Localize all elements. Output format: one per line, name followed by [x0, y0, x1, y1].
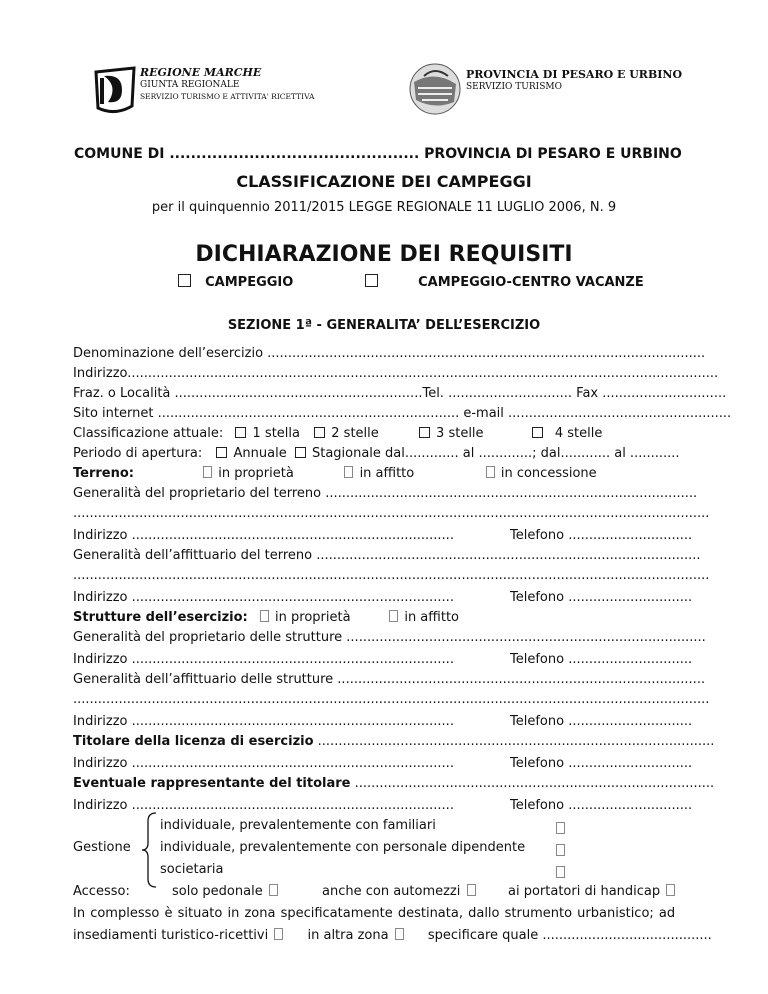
denominazione-line: Denominazione dell’esercizio ..........................................................................................................	[73, 346, 706, 361]
accesso-handicap	[508, 884, 677, 899]
document-title: CLASSIFICAZIONE DEI CAMPEGGI	[236, 172, 532, 191]
type-option-label: CAMPEGGIO-CENTRO VACANZE	[418, 275, 644, 290]
indirizzo-proprietario-strutture: Indirizzo ..............................................................................	[73, 652, 454, 667]
checkbox-gestione-dipendente[interactable]	[556, 844, 565, 856]
telefono-affittuario-strutture: Telefono ..............................	[510, 714, 693, 729]
indirizzo-titolare: Indirizzo ..............................................................................	[73, 756, 454, 771]
indirizzo-rappresentante: Indirizzo ..............................................................................	[73, 798, 454, 813]
checkbox-gestione-societaria[interactable]	[556, 866, 565, 878]
stagionale-label: Stagionale dal............. al .............; dal............ al ............	[311, 446, 680, 461]
checkbox-terreno-affitto[interactable]	[344, 466, 353, 478]
affittuario-terreno-line: Generalità dell’affittuario del terreno .............................................................................................	[73, 548, 701, 563]
accesso-pedonale	[172, 884, 280, 899]
strutture-option-label: in affitto	[404, 610, 459, 625]
type-option-centro-vacanze[interactable]	[365, 274, 644, 290]
star-label: 2 stelle	[331, 426, 379, 441]
checkbox-insediamenti[interactable]	[274, 928, 283, 940]
classificazione-line	[73, 426, 602, 441]
terreno-line	[73, 466, 597, 481]
specificare-label: specificare quale .........................................	[427, 928, 712, 943]
telefono-proprietario-strutture: Telefono ..............................	[510, 652, 693, 667]
checkbox-terreno-concessione[interactable]	[486, 466, 495, 478]
checkbox-annuale[interactable]	[216, 447, 227, 458]
terreno-label: Terreno:	[73, 466, 134, 481]
regione-marche-emblem-icon	[92, 66, 138, 116]
accesso-option-label: anche con automezzi	[322, 884, 461, 899]
accesso-label: Accesso:	[73, 884, 130, 899]
regione-marche-logo	[92, 66, 138, 120]
classificazione-label: Classificazione attuale:	[73, 426, 224, 441]
dotted-line: ..........................................................................................................................................................	[73, 506, 710, 521]
provincia-pesaro-logo	[408, 62, 462, 120]
checkbox-1-stella[interactable]	[235, 427, 246, 438]
telefono-proprietario-terreno: Telefono ..............................	[510, 528, 693, 543]
checkbox[interactable]	[365, 274, 378, 287]
checkbox-2-stelle[interactable]	[314, 427, 325, 438]
accesso-option-label: ai portatori di handicap	[508, 884, 661, 899]
star-label: 4 stelle	[554, 426, 603, 441]
checkbox-terreno-proprieta[interactable]	[203, 466, 212, 478]
type-option-label: CAMPEGGIO	[205, 275, 294, 290]
rappresentante-label: Eventuale rappresentante del titolare	[73, 776, 351, 791]
periodo-line	[73, 446, 680, 461]
terreno-option-label: in proprietà	[218, 466, 294, 481]
altra-zona-label: in altra zona	[307, 928, 389, 943]
checkbox-accesso-automezzi[interactable]	[467, 884, 476, 896]
proprietario-strutture-line: Generalità del proprietario delle strutture .......................................................................................	[73, 630, 706, 645]
checkbox-stagionale[interactable]	[295, 447, 306, 458]
accesso-option-label: solo pedonale	[172, 884, 263, 899]
servizio-turismo-label: SERVIZIO TURISMO E ATTIVITA' RICETTIVA	[140, 92, 315, 101]
checkbox-altra-zona[interactable]	[395, 928, 404, 940]
main-heading: DICHIARAZIONE DEI REQUISITI	[195, 242, 573, 267]
accesso-automezzi	[322, 884, 478, 899]
checkbox[interactable]	[178, 274, 191, 287]
checkbox-strutture-affitto[interactable]	[389, 610, 398, 622]
gestione-label: Gestione	[73, 840, 131, 855]
strutture-option-label: in proprietà	[275, 610, 351, 625]
telefono-titolare: Telefono ..............................	[510, 756, 693, 771]
checkbox-strutture-proprieta[interactable]	[260, 610, 269, 622]
insediamenti-line	[73, 928, 712, 943]
dotted-line: ..........................................................................................................................................................	[73, 692, 710, 707]
titolare-line	[73, 734, 714, 749]
proprietario-terreno-line: Generalità del proprietario del terreno ..........................................................................................	[73, 486, 698, 501]
strutture-label: Strutture dell’esercizio:	[73, 610, 248, 625]
gestione-option-dipendente: individuale, prevalentemente con personale dipendente	[160, 840, 526, 855]
dotted-line: ..........................................................................................................................................................	[73, 568, 710, 583]
giunta-regionale-label: GIUNTA REGIONALE	[140, 80, 240, 90]
terreno-option-label: in affitto	[359, 466, 415, 481]
star-label: 3 stelle	[436, 426, 484, 441]
provincia-emblem-icon	[408, 62, 462, 116]
periodo-label: Periodo di apertura:	[73, 446, 203, 461]
checkbox-accesso-pedonale[interactable]	[269, 884, 278, 896]
section-title: SEZIONE 1ª - GENERALITA’ DELL’ESERCIZIO	[227, 318, 541, 333]
checkbox-gestione-familiari[interactable]	[556, 822, 565, 834]
complesso-line: In complesso è situato in zona specificatamente destinata, dallo strumento urbanistico; ad	[73, 906, 676, 921]
servizio-turismo-provincia-label: SERVIZIO TURISMO	[466, 82, 562, 92]
gestione-option-familiari: individuale, prevalentemente con familiari	[160, 818, 436, 833]
indirizzo-affittuario-strutture: Indirizzo ..............................................................................	[73, 714, 454, 729]
star-label: 1 stella	[252, 426, 300, 441]
indirizzo-proprietario-terreno: Indirizzo ..............................................................................	[73, 528, 454, 543]
rappresentante-dots: .......................................................................................	[350, 776, 715, 791]
comune-line: COMUNE DI ............................................... PROVINCIA DI PESARO E URBINO	[74, 146, 682, 162]
type-option-campeggio[interactable]	[178, 274, 293, 290]
insediamenti-label: insediamenti turistico-ricettivi	[73, 928, 269, 943]
brace-icon	[140, 811, 158, 889]
provincia-title: PROVINCIA DI PESARO E URBINO	[466, 68, 683, 81]
telefono-rappresentante: Telefono ..............................	[510, 798, 693, 813]
affittuario-strutture-line: Generalità dell’affittuario delle strutture .........................................................................................	[73, 672, 706, 687]
document-subtitle: per il quinquennio 2011/2015 LEGGE REGIONALE 11 LUGLIO 2006, N. 9	[151, 200, 617, 215]
telefono-affittuario-terreno: Telefono ..............................	[510, 590, 693, 605]
frazione-line: Fraz. o Località ............................................................Tel. .............................. Fax ..............................	[73, 386, 727, 401]
checkbox-3-stelle[interactable]	[419, 427, 430, 438]
regione-marche-title: REGIONE MARCHE	[140, 66, 262, 79]
titolare-label: Titolare della licenza di esercizio	[73, 734, 314, 749]
checkbox-4-stelle[interactable]	[532, 427, 543, 438]
gestione-option-societaria: societaria	[160, 862, 224, 877]
checkbox-accesso-handicap[interactable]	[666, 884, 675, 896]
terreno-option-label: in concessione	[500, 466, 597, 481]
indirizzo-line: Indirizzo...............................................................................................................................................	[73, 366, 719, 381]
sito-line: Sito internet ......................................................................... e-mail ......................................................	[73, 406, 732, 421]
titolare-dots: ................................................................................................	[313, 734, 715, 749]
rappresentante-line	[73, 776, 714, 791]
strutture-line	[73, 610, 459, 625]
annuale-label: Annuale	[233, 446, 287, 461]
indirizzo-affittuario-terreno: Indirizzo ..............................................................................	[73, 590, 454, 605]
